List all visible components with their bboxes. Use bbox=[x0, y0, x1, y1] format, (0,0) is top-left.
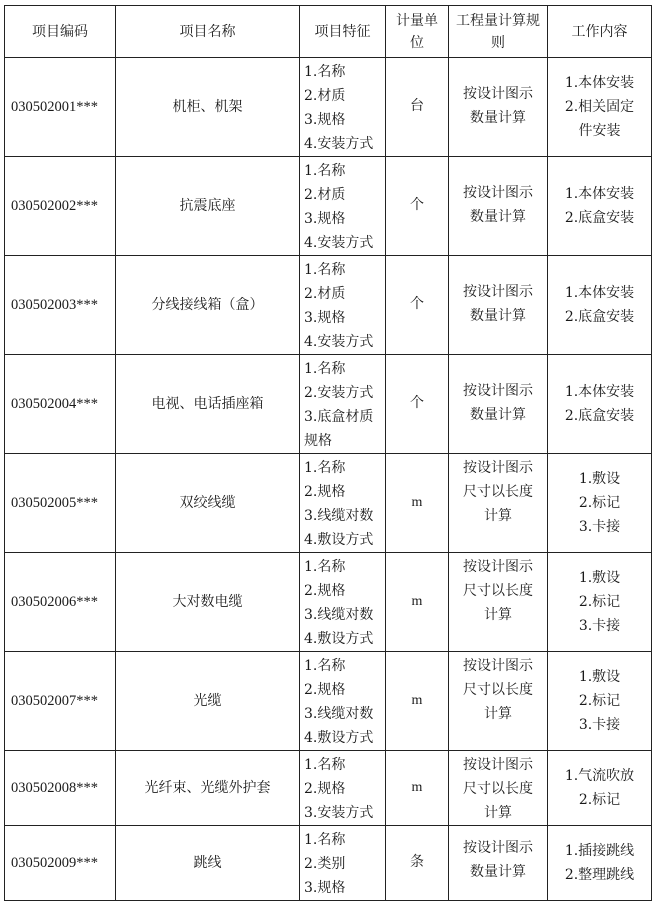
feature-line: 4.安装方式 bbox=[304, 235, 374, 251]
item-name: 光纤束、光缆外护套 bbox=[116, 751, 300, 826]
item-features bbox=[300, 751, 386, 826]
feature-line: 3.线缆对数 bbox=[304, 508, 374, 524]
item-work bbox=[548, 355, 652, 454]
item-features bbox=[300, 58, 386, 157]
feature-line: 1.名称 bbox=[304, 262, 346, 278]
header-code: 项目编码 bbox=[5, 6, 116, 58]
rule-line: 尺寸以长度 bbox=[463, 484, 533, 500]
item-features bbox=[300, 652, 386, 751]
item-rule bbox=[449, 355, 548, 454]
rule-line: 数量计算 bbox=[470, 110, 526, 126]
item-code: 030502001*** bbox=[5, 58, 116, 157]
work-line: 2.底盒安装 bbox=[564, 408, 635, 424]
work-line: 件安装 bbox=[578, 123, 621, 139]
item-rule bbox=[449, 454, 548, 553]
header-features: 项目特征 bbox=[300, 6, 386, 58]
rule-line: 按设计图示 bbox=[463, 383, 533, 399]
feature-line: 1.名称 bbox=[304, 757, 346, 773]
feature-line: 4.敷设方式 bbox=[304, 730, 374, 746]
feature-line: 2.规格 bbox=[304, 682, 346, 698]
work-line: 2.标记 bbox=[578, 693, 621, 709]
work-line: 1.敷设 bbox=[578, 471, 621, 487]
item-code: 030502006*** bbox=[5, 553, 116, 652]
table-row bbox=[5, 751, 652, 826]
table-row bbox=[5, 553, 652, 652]
header-work: 工作内容 bbox=[548, 6, 652, 58]
header-row bbox=[5, 6, 652, 58]
work-line: 1.本体安装 bbox=[564, 186, 635, 202]
rule-line: 按设计图示 bbox=[463, 460, 533, 476]
rule-line: 按设计图示 bbox=[463, 840, 533, 856]
rule-line: 按设计图示 bbox=[463, 559, 533, 575]
rule-line: 数量计算 bbox=[470, 209, 526, 225]
feature-line: 1.名称 bbox=[304, 361, 346, 377]
table-row bbox=[5, 58, 652, 157]
table-row bbox=[5, 256, 652, 355]
rule-line: 计算 bbox=[484, 805, 512, 821]
feature-line: 1.名称 bbox=[304, 163, 346, 179]
item-name: 机柜、机架 bbox=[116, 58, 300, 157]
item-work bbox=[548, 553, 652, 652]
feature-line: 3.线缆对数 bbox=[304, 706, 374, 722]
item-features bbox=[300, 157, 386, 256]
feature-line: 3.安装方式 bbox=[304, 805, 374, 821]
table-row bbox=[5, 454, 652, 553]
item-unit: 个 bbox=[386, 256, 449, 355]
rule-line: 按设计图示 bbox=[463, 757, 533, 773]
work-line: 2.标记 bbox=[578, 792, 621, 808]
table-body bbox=[5, 58, 652, 901]
item-code: 030502005*** bbox=[5, 454, 116, 553]
item-name: 分线接线箱（盒） bbox=[116, 256, 300, 355]
item-unit: m bbox=[386, 553, 449, 652]
feature-line: 4.敷设方式 bbox=[304, 532, 374, 548]
work-line: 2.相关固定 bbox=[564, 99, 635, 115]
work-line: 1.敷设 bbox=[578, 570, 621, 586]
feature-line: 2.材质 bbox=[304, 88, 346, 104]
item-rule bbox=[449, 751, 548, 826]
rule-line: 计算 bbox=[484, 607, 512, 623]
table-wrapper bbox=[4, 5, 652, 901]
item-code: 030502008*** bbox=[5, 751, 116, 826]
feature-line: 4.安装方式 bbox=[304, 136, 374, 152]
item-rule bbox=[449, 58, 548, 157]
feature-line: 1.名称 bbox=[304, 460, 346, 476]
item-work bbox=[548, 256, 652, 355]
feature-line: 3.规格 bbox=[304, 880, 346, 896]
feature-line: 2.类别 bbox=[304, 856, 346, 872]
item-name: 光缆 bbox=[116, 652, 300, 751]
item-work bbox=[548, 58, 652, 157]
item-features bbox=[300, 355, 386, 454]
item-unit: 台 bbox=[386, 58, 449, 157]
feature-line: 4.安装方式 bbox=[304, 334, 374, 350]
item-code: 030502009*** bbox=[5, 826, 116, 901]
header-rule: 工程量计算规则 bbox=[449, 6, 548, 58]
quantity-table bbox=[4, 5, 652, 901]
feature-line: 2.规格 bbox=[304, 583, 346, 599]
item-unit: m bbox=[386, 652, 449, 751]
feature-line: 2.材质 bbox=[304, 286, 346, 302]
feature-line: 2.安装方式 bbox=[304, 385, 374, 401]
item-features bbox=[300, 553, 386, 652]
item-work bbox=[548, 652, 652, 751]
item-name: 双绞线缆 bbox=[116, 454, 300, 553]
feature-line: 3.规格 bbox=[304, 211, 346, 227]
rule-line: 按设计图示 bbox=[463, 185, 533, 201]
item-name: 抗震底座 bbox=[116, 157, 300, 256]
feature-line: 2.材质 bbox=[304, 187, 346, 203]
work-line: 1.敷设 bbox=[578, 669, 621, 685]
feature-line: 1.名称 bbox=[304, 64, 346, 80]
work-line: 3.卡接 bbox=[578, 519, 621, 535]
item-code: 030502002*** bbox=[5, 157, 116, 256]
item-unit: m bbox=[386, 454, 449, 553]
header-name: 项目名称 bbox=[116, 6, 300, 58]
work-line: 2.底盒安装 bbox=[564, 210, 635, 226]
item-work bbox=[548, 826, 652, 901]
work-line: 1.本体安装 bbox=[564, 384, 635, 400]
item-rule bbox=[449, 256, 548, 355]
rule-line: 按设计图示 bbox=[463, 284, 533, 300]
feature-line: 2.规格 bbox=[304, 781, 346, 797]
rule-line: 尺寸以长度 bbox=[463, 583, 533, 599]
rule-line: 数量计算 bbox=[470, 407, 526, 423]
item-unit: 条 bbox=[386, 826, 449, 901]
item-work bbox=[548, 751, 652, 826]
rule-line: 按设计图示 bbox=[463, 658, 533, 674]
item-unit: 个 bbox=[386, 157, 449, 256]
item-features bbox=[300, 826, 386, 901]
work-line: 3.卡接 bbox=[578, 618, 621, 634]
table-row bbox=[5, 157, 652, 256]
table-row bbox=[5, 652, 652, 751]
item-unit: 个 bbox=[386, 355, 449, 454]
header-unit: 计量单位 bbox=[386, 6, 449, 58]
table-row bbox=[5, 355, 652, 454]
feature-line: 4.敷设方式 bbox=[304, 631, 374, 647]
feature-line: 规格 bbox=[304, 433, 332, 449]
item-features bbox=[300, 454, 386, 553]
item-name: 电视、电话插座箱 bbox=[116, 355, 300, 454]
rule-line: 数量计算 bbox=[470, 864, 526, 880]
item-rule bbox=[449, 553, 548, 652]
rule-line: 计算 bbox=[484, 706, 512, 722]
item-name: 大对数电缆 bbox=[116, 553, 300, 652]
work-line: 2.整理跳线 bbox=[564, 867, 635, 883]
feature-line: 2.规格 bbox=[304, 484, 346, 500]
rule-line: 按设计图示 bbox=[463, 86, 533, 102]
item-work bbox=[548, 157, 652, 256]
feature-line: 1.名称 bbox=[304, 658, 346, 674]
work-line: 1.气流吹放 bbox=[564, 768, 635, 784]
item-unit: m bbox=[386, 751, 449, 826]
rule-line: 尺寸以长度 bbox=[463, 781, 533, 797]
rule-line: 计算 bbox=[484, 508, 512, 524]
feature-line: 3.规格 bbox=[304, 112, 346, 128]
item-rule bbox=[449, 652, 548, 751]
work-line: 1.插接跳线 bbox=[564, 843, 635, 859]
item-rule bbox=[449, 157, 548, 256]
feature-line: 3.规格 bbox=[304, 310, 346, 326]
work-line: 2.标记 bbox=[578, 594, 621, 610]
work-line: 1.本体安装 bbox=[564, 75, 635, 91]
work-line: 2.标记 bbox=[578, 495, 621, 511]
work-line: 1.本体安装 bbox=[564, 285, 635, 301]
feature-line: 3.线缆对数 bbox=[304, 607, 374, 623]
item-name: 跳线 bbox=[116, 826, 300, 901]
item-features bbox=[300, 256, 386, 355]
work-line: 3.卡接 bbox=[578, 717, 621, 733]
item-rule bbox=[449, 826, 548, 901]
table-row bbox=[5, 826, 652, 901]
feature-line: 1.名称 bbox=[304, 832, 346, 848]
work-line: 2.底盒安装 bbox=[564, 309, 635, 325]
item-code: 030502007*** bbox=[5, 652, 116, 751]
item-code: 030502003*** bbox=[5, 256, 116, 355]
feature-line: 1.名称 bbox=[304, 559, 346, 575]
rule-line: 尺寸以长度 bbox=[463, 682, 533, 698]
item-work bbox=[548, 454, 652, 553]
rule-line: 数量计算 bbox=[470, 308, 526, 324]
item-code: 030502004*** bbox=[5, 355, 116, 454]
feature-line: 3.底盒材质 bbox=[304, 409, 374, 425]
